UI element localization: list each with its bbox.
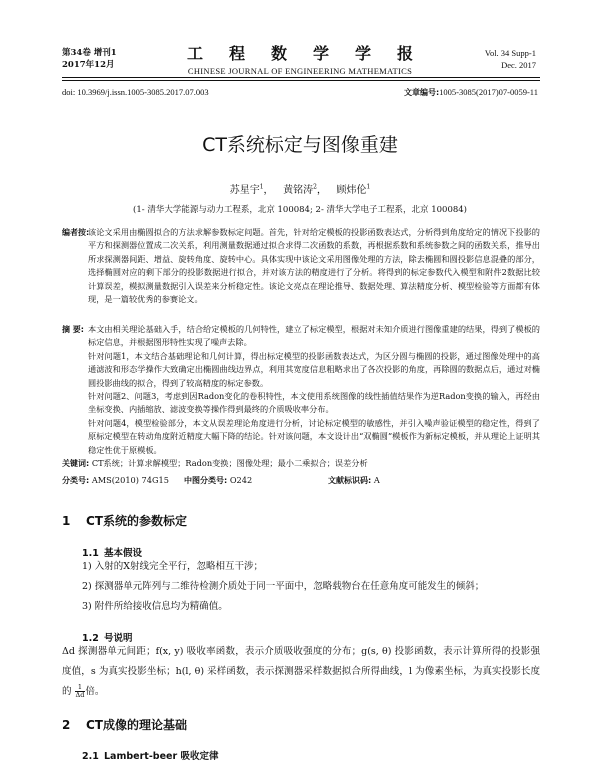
subsection-1-2-title: 号说明 xyxy=(104,633,133,644)
fraction-denominator: Δd xyxy=(75,691,85,699)
class-value: AMS(2010) 74G15 xyxy=(91,475,169,485)
keywords-text: CT系统；计算求解模型；Radon变换；图像处理；最小二乘拟合；误差分析 xyxy=(91,458,368,468)
doi[interactable]: doi: 10.3969/j.issn.1005-3085.2017.07.003 xyxy=(62,87,209,97)
assumption-1: 1) 入射的X射线完全平行，忽略相互干涉； xyxy=(82,561,264,572)
author-2-affil: 2 xyxy=(313,183,317,191)
section-1-number: 1 xyxy=(62,514,71,528)
editor-note xyxy=(62,226,540,306)
section-1-heading xyxy=(62,512,187,529)
keywords-label: 关键词: xyxy=(62,459,90,468)
paper-title: CT系统标定与图像重建 xyxy=(202,134,398,156)
abstract-label: 摘 要: xyxy=(62,325,84,334)
date-en: Dec. 2017 xyxy=(501,60,536,70)
article-number-value: 1005-3085(2017)07-0059-11 xyxy=(439,87,538,97)
classification-line xyxy=(62,475,540,486)
abstract xyxy=(62,323,540,457)
author-1: 苏星宇 xyxy=(229,185,260,196)
header-rule-thick xyxy=(62,77,540,78)
section-2-title: CT成像的理论基础 xyxy=(86,718,187,732)
symbol-description xyxy=(62,642,540,702)
assumption-2: 2) 探测器单元阵列与二维待检测介质处于同一平面中，忽略载物台在任意角度可能发生的倾斜； xyxy=(82,581,485,592)
symbols-text: Δd 探测器单元间距；f(x, y) 吸收率函数，表示介质吸收强度的分布；g(s, θ) 投影函数，表示计算所得的投影强度值，s 为真实投影坐标；h(l, θ) 采样函数，表示探测器采样数据拟合所得曲线，l 为像素坐标，为真实投影长度的 xyxy=(62,646,540,697)
doc-code-value: A xyxy=(373,475,380,485)
clc-label: 中图分类号: xyxy=(184,476,228,485)
assumption-3: 3) 附件所给接收信息均为精确值。 xyxy=(82,601,228,612)
author-1-affil: 1 xyxy=(259,183,264,191)
keywords xyxy=(62,458,368,469)
author-3: 顾炜伦 xyxy=(336,185,367,196)
journal-name-en: CHINESE JOURNAL OF ENGINEERING MATHEMATICS xyxy=(187,66,413,76)
editor-note-text: 该论文采用由椭圆拟合的方法求解参数标定问题。首先，针对给定模板的投影函数表达式，分析得到角度给定的情况下投影的平方和探测器位置成二次关系，利用测量数据通过拟合求得二次函数的系数，再根据系数和系统参数之间的函数关系，推导出所求探测器间距、增益、旋转角度、旋转中心。具体实现中该论文采用图像处理的方法，除去椭圆和圆投影信息混叠的部分，选择椭圆对应的剩下部分的投影数据进行拟合，并对该方法的精度进行了分析。将得到的标定参数代入模型和附件2数据比较计算误差，模拟测量数据引入误差来分析稳定性。该论文亮点在理论推导、数据处理、算法精度分析、模型检验等方面都有体现，是一篇较优秀的参赛论文。 xyxy=(88,227,540,305)
journal-name-zh: 工程数学学报 xyxy=(186,44,439,63)
subsection-2-1-number: 2.1 xyxy=(82,751,99,762)
abstract-paragraph-1: 本文由相关理论基础入手，结合给定模板的几何特性，建立了标定模型，根据对未知介质进行图像重建的结果，得到了模板的标定信息，并根据图形特性实现了噪声去除。 xyxy=(88,324,540,348)
subsection-1-2-number: 1.2 xyxy=(82,633,99,644)
clc-value: O242 xyxy=(229,475,253,485)
subsection-1-1-number: 1.1 xyxy=(82,548,99,559)
section-1-title: CT系统的参数标定 xyxy=(86,514,187,528)
assumptions xyxy=(62,557,540,617)
author-list: 苏星宇$^1$， 黄铭涛$^2$， 顾炜伦$^1$ xyxy=(229,183,371,196)
fraction-numerator: 1 xyxy=(75,684,86,692)
date-zh: 2017年12月 xyxy=(62,60,115,70)
doc-code-label: 文献标识码: xyxy=(328,476,372,485)
abstract-paragraph-2: 针对问题1，本文结合基础理论和几何计算，得出标定模型的投影函数表达式，为区分圆与椭圆的投影，通过图像处理中的高通滤波和形态学操作大致确定出椭圆曲线边界点，利用其宽度信息粗略求出了各次投影的角度，再除圆的数据点后，通过对椭圆投影曲线的拟合，得到了较高精度的标定参数。 xyxy=(88,350,540,388)
subsection-2-1-heading xyxy=(82,748,218,762)
article-number xyxy=(404,87,538,98)
subsection-1-1-title: 基本假设 xyxy=(104,548,143,559)
section-2-heading xyxy=(62,716,187,733)
article-number-label: 文章编号: xyxy=(403,88,440,97)
volume-zh: 第34卷 增刊1 xyxy=(62,48,117,58)
fraction-one-over-delta-d xyxy=(75,684,86,699)
volume-issue-en xyxy=(485,47,536,71)
subsection-2-1-title: Lambert-beer 吸收定律 xyxy=(104,751,219,762)
author-3-affil: 1 xyxy=(366,183,371,191)
volume-en: Vol. 34 Supp-1 xyxy=(484,48,536,58)
section-2-number: 2 xyxy=(62,718,71,732)
header-rule-thin xyxy=(62,80,540,81)
class-label: 分类号: xyxy=(62,476,90,485)
abstract-paragraph-4: 针对问题4，模型检验部分，本文从误差理论角度进行分析，讨论标定模型的敏感性，并引入噪声验证模型的稳定性，得到了原标定模型在转动角度附近精度大幅下降的结论。针对该问题，本文设计出“双椭圆”模板作为新标定模板，并从理论上证明其稳定性优于原模板。 xyxy=(88,417,540,455)
author-2: 黄铭涛 xyxy=(283,185,314,196)
affiliations: (1- 清华大学能源与动力工程系，北京 100084; 2- 清华大学电子工程系，北京 100084) xyxy=(133,205,467,215)
symbols-text-end: 倍。 xyxy=(85,686,105,697)
editor-note-label: 编者按: xyxy=(62,228,90,237)
abstract-paragraph-3: 针对问题2、问题3，考虑到因Radon变化的卷积特性，本文使用系统图像的线性插值结果作为逆Radon变换的输入，再经由坐标变换、内插缩放、滤波变换等操作得到最终的介质吸收率分布。 xyxy=(88,391,540,415)
